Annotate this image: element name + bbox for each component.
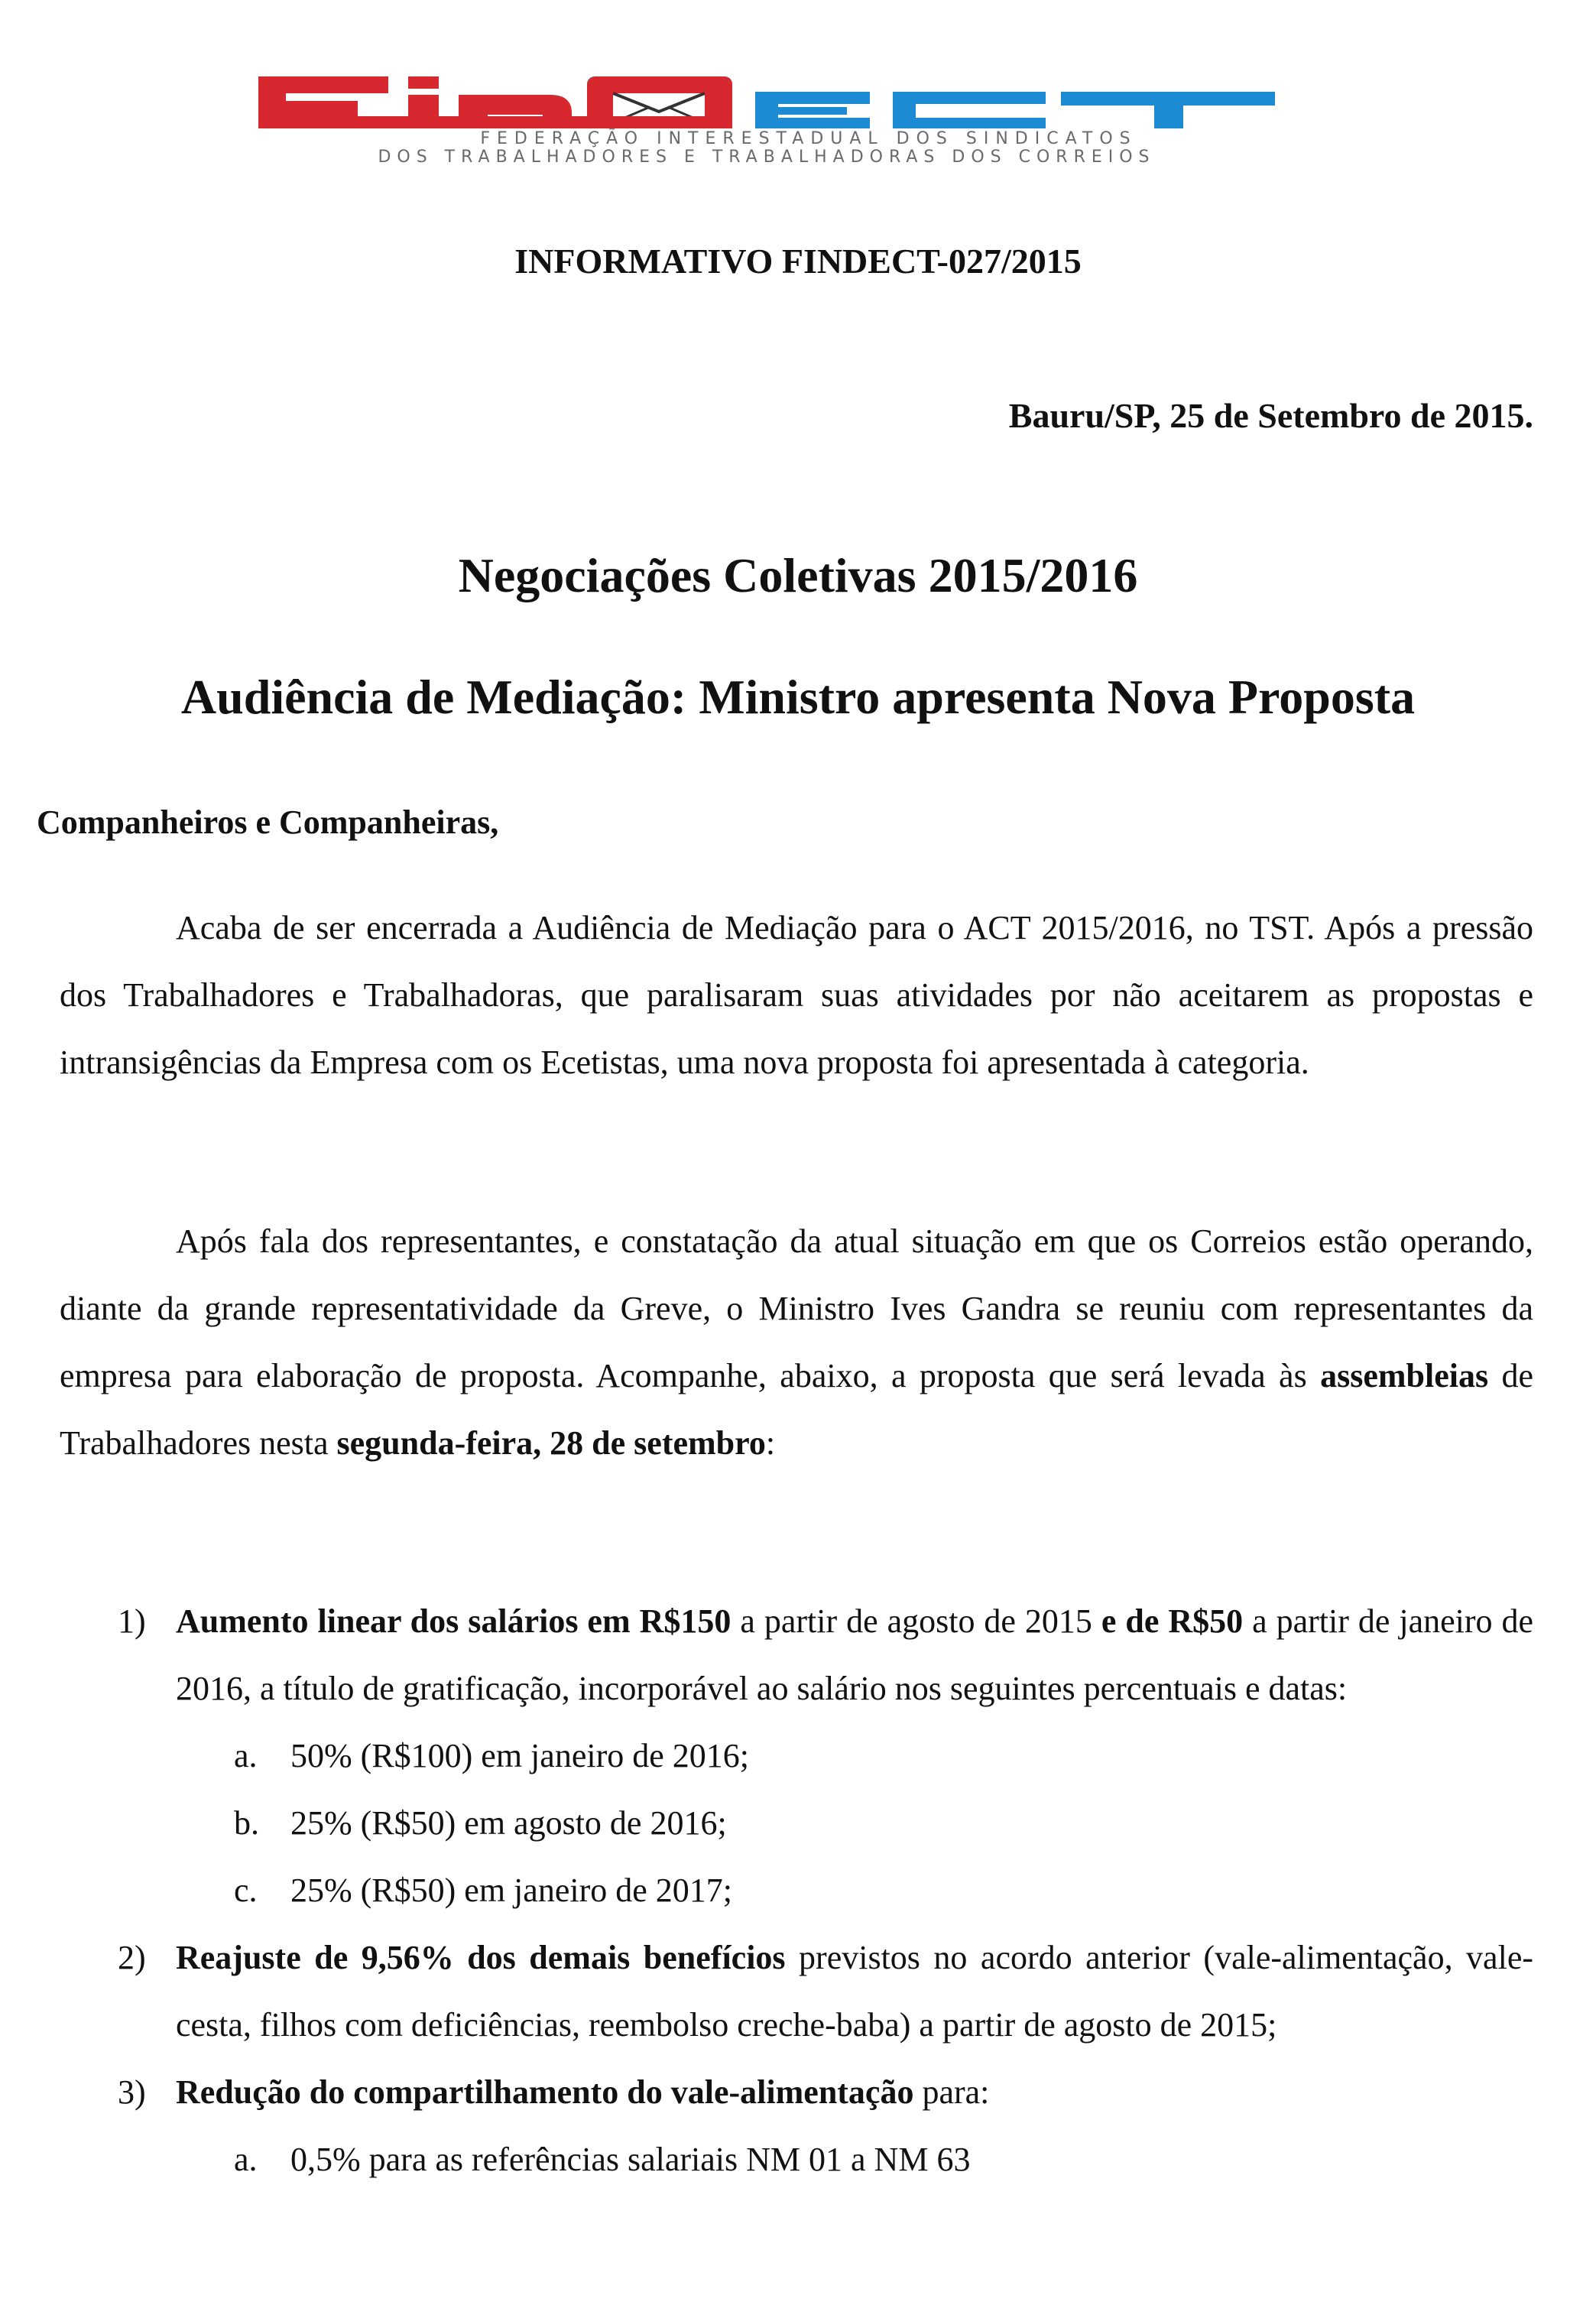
sub-item-text: 50% (R$100) em janeiro de 2016; xyxy=(290,1737,749,1774)
list-item-plain: a partir de agosto de 2015 xyxy=(731,1602,1101,1640)
list-item xyxy=(0,2059,1596,2193)
sub-item-letter: a. xyxy=(234,2141,258,2178)
sub-item-text: 25% (R$50) em janeiro de 2017; xyxy=(290,1872,732,1909)
proposal-list xyxy=(0,1588,1596,2193)
main-title: Negociações Coletivas 2015/2016 xyxy=(458,548,1138,602)
list-item-text xyxy=(176,2059,1533,2126)
list-item-text xyxy=(176,1588,1533,1722)
findect-logo xyxy=(258,69,1275,168)
paragraph-1: Acaba de ser encerrada a Audiência de Mediação para o ACT 2015/2016, no TST. Após a pressão dos Trabalhadores e Trabalhadoras, que paralisaram suas atividades por não aceitarem as propostas e intransigências da Empresa com os Ecetistas, uma nova proposta foi apresentada à categoria. xyxy=(60,909,1533,1081)
sub-title: Audiência de Mediação: Ministro apresenta Nova Proposta xyxy=(180,670,1416,724)
logo-line-1: FEDERAÇÃO INTERESTADUAL DOS SINDICATOS xyxy=(480,129,1137,148)
list-item xyxy=(0,1588,1596,1924)
greeting: Companheiros e Companheiras, xyxy=(37,804,499,841)
list-item-bold: Reajuste de 9,56% dos demais benefícios xyxy=(176,1939,786,1976)
sub-item-letter: a. xyxy=(234,1737,258,1774)
paragraph-2-bold-date: segunda-feira, 28 de setembro xyxy=(336,1424,766,1462)
list-item xyxy=(0,1924,1596,2059)
list-item-plain: a partir de janeiro de 2016, a título de gratificação, incorporável ao salário nos seguintes percentuais e datas: xyxy=(176,1602,1534,1707)
paragraph-2-text: de Trabalhadores nesta xyxy=(60,1357,1533,1462)
paragraph-2 xyxy=(60,1208,1533,1477)
sub-item xyxy=(0,2126,1596,2193)
sub-item-letter: c. xyxy=(234,1872,258,1909)
sub-item-text: 0,5% para as referências salariais NM 01 a NM 63 xyxy=(290,2141,971,2178)
logo-line-2: DOS TRABALHADORES E TRABALHADORAS DOS CORREIOS xyxy=(378,148,1156,167)
sub-item xyxy=(0,1722,1596,1790)
paragraph-2-text: : xyxy=(765,1424,776,1462)
list-item-number: 3) xyxy=(118,2073,146,2111)
sub-item xyxy=(0,1790,1596,1857)
sub-item-letter: b. xyxy=(234,1804,259,1842)
list-item-plain: previstos no acordo anterior (vale-alimentação, vale-cesta, filhos com deficiências, reembolso creche-baba) a partir de agosto de 2015; xyxy=(176,1939,1533,2044)
document-id: INFORMATIVO FINDECT-027/2015 xyxy=(514,242,1082,281)
list-item-bold: Redução do compartilhamento do vale-alimentação xyxy=(176,2073,914,2111)
list-item-text xyxy=(176,1924,1533,2059)
paragraph-2-text: Após fala dos representantes, e constatação da atual situação em que os Correios estão operando, diante da grande representatividade da Greve, o Ministro Ives Gandra se reuniu com representantes da empresa para elaboração de proposta. Acompanhe, abaixo, a proposta que será levada às xyxy=(60,1222,1533,1394)
list-item-bold: Aumento linear dos salários em R$150 xyxy=(176,1602,732,1640)
sub-item-text: 25% (R$50) em agosto de 2016; xyxy=(290,1804,727,1842)
document-date: Bauru/SP, 25 de Setembro de 2015. xyxy=(1008,396,1533,435)
list-item-number: 1) xyxy=(118,1602,146,1640)
paragraph-2-bold-assembleias: assembleias xyxy=(1320,1357,1489,1394)
list-item-plain: para: xyxy=(913,2073,990,2111)
sub-item xyxy=(0,1857,1596,1924)
list-item-bold: e de R$50 xyxy=(1101,1602,1244,1640)
list-item-number: 2) xyxy=(118,1939,146,1976)
